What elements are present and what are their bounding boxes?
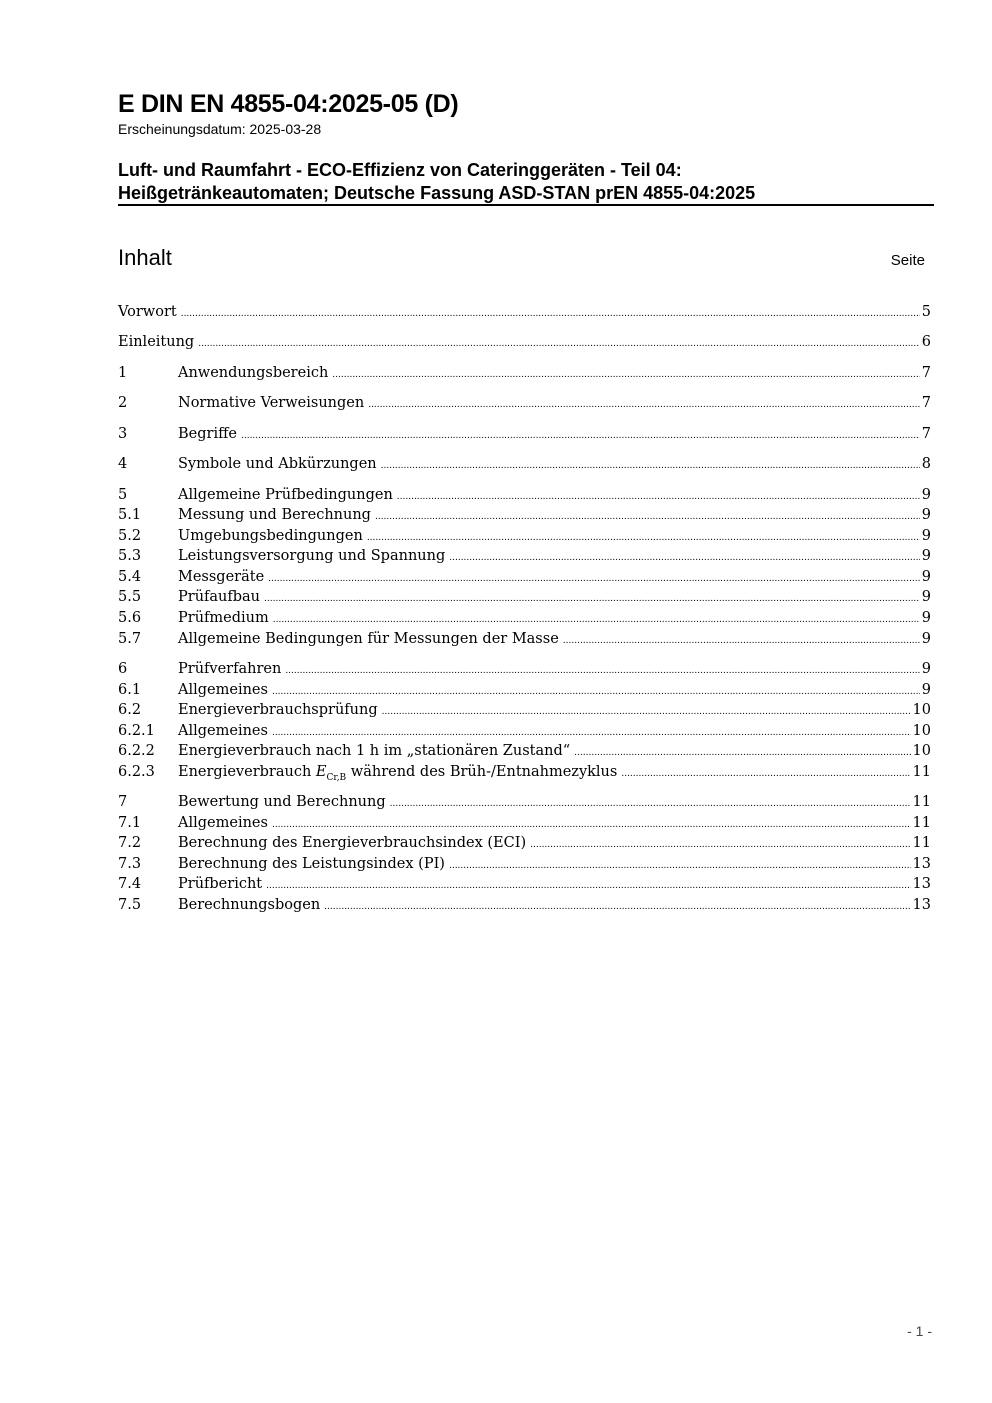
toc-entry-page: 11 — [912, 764, 931, 780]
toc-entry-einleitung[interactable] — [118, 332, 931, 352]
toc-entry-title: Anwendungsbereich — [178, 365, 329, 381]
toc-leader-dots — [530, 833, 910, 855]
publication-date: Erscheinungsdatum: 2025-03-28 — [118, 121, 322, 137]
toc-leader-dots — [375, 505, 920, 527]
toc-leader-dots — [273, 608, 920, 630]
toc-entry-number: 5.2 — [118, 528, 142, 544]
document-title-line-1: Luft- und Raumfahrt - ECO-Effizienz von Cateringgeräten - Teil 04: — [118, 160, 682, 180]
toc-entry-page: 9 — [921, 569, 931, 585]
toc-entry-page: 9 — [921, 610, 931, 626]
toc-entry-title: Allgemeine Bedingungen für Messungen der Masse — [178, 631, 559, 647]
toc-entry-3[interactable] — [118, 424, 931, 444]
toc-leader-dots — [390, 792, 911, 814]
toc-entry-number: 7.4 — [118, 876, 142, 892]
toc-entry-6-2-1[interactable] — [118, 721, 931, 741]
toc-leader-dots — [241, 424, 920, 446]
toc-entry-page: 7 — [921, 395, 931, 411]
toc-entry-page: 9 — [921, 631, 931, 647]
toc-entry-4[interactable] — [118, 454, 931, 474]
toc-entry-title: Leistungsversorgung und Spannung — [178, 548, 446, 564]
toc-leader-dots — [268, 567, 920, 589]
toc-leader-dots — [285, 659, 919, 681]
toc-entry-number: 6.2.1 — [118, 723, 155, 739]
toc-entry-title: Einleitung — [118, 334, 195, 350]
toc-entry-page: 11 — [912, 815, 931, 831]
toc-entry-6-2[interactable] — [118, 700, 931, 720]
toc-entry-title: Berechnung des Energieverbrauchsindex (ECI) — [178, 835, 527, 851]
toc-leader-dots — [198, 332, 920, 354]
toc-entry-number: 5.5 — [118, 589, 142, 605]
page-number: - 1 - — [907, 1323, 932, 1339]
document-title — [118, 159, 938, 205]
toc-entry-6-2-2[interactable] — [118, 741, 931, 761]
toc-leader-dots — [266, 874, 910, 896]
toc-entry-page: 7 — [921, 426, 931, 442]
toc-entry-5[interactable] — [118, 485, 931, 505]
toc-entry-page: 10 — [912, 702, 931, 718]
toc-entry-5-2[interactable] — [118, 526, 931, 546]
toc-entry-title: Messung und Berechnung — [178, 507, 371, 523]
toc-leader-dots — [368, 393, 920, 415]
toc-leader-dots — [181, 302, 920, 324]
toc-entry-title: Berechnungsbogen — [178, 897, 321, 913]
toc-leader-dots — [381, 454, 920, 476]
toc-entry-6[interactable] — [118, 659, 931, 679]
toc-page-column-label: Seite — [890, 252, 925, 269]
toc-entry-page: 9 — [921, 548, 931, 564]
toc-entry-7-5[interactable] — [118, 895, 931, 915]
toc-entry-page: 9 — [921, 589, 931, 605]
toc-leader-dots — [574, 741, 910, 763]
toc-entry-title: Symbole und Abkürzungen — [178, 456, 377, 472]
toc-entry-page: 13 — [912, 897, 931, 913]
toc-entry-number: 6.1 — [118, 682, 142, 698]
toc-entry-page: 11 — [912, 835, 931, 851]
toc-entry-5-4[interactable] — [118, 567, 931, 587]
toc-leader-dots — [449, 854, 911, 876]
toc-entry-title: Prüfmedium — [178, 610, 269, 626]
toc-leader-dots — [621, 762, 910, 784]
toc-entry-1[interactable] — [118, 363, 931, 383]
toc-entry-title-post: während des Brüh-/Entnahmezyklus — [346, 764, 618, 780]
title-divider — [118, 204, 934, 206]
toc-leader-dots — [382, 700, 911, 722]
toc-entry-title: Berechnung des Leistungsindex (PI) — [178, 856, 445, 872]
toc-leader-dots — [563, 629, 920, 651]
toc-entry-number: 6 — [118, 661, 128, 677]
toc-entry-title: Begriffe — [178, 426, 237, 442]
toc-entry-7-3[interactable] — [118, 854, 931, 874]
toc-entry-page: 9 — [921, 507, 931, 523]
toc-entry-number: 4 — [118, 456, 128, 472]
toc-entry-symbol-subscript: Cr,B — [326, 772, 347, 783]
toc-entry-title: Vorwort — [118, 304, 177, 320]
toc-entry-5-5[interactable] — [118, 587, 931, 607]
toc-entry-title: Messgeräte — [178, 569, 265, 585]
toc-entry-page: 13 — [912, 876, 931, 892]
toc-entry-title: Bewertung und Berechnung — [178, 794, 386, 810]
toc-entry-page: 9 — [921, 661, 931, 677]
toc-entry-number: 3 — [118, 426, 128, 442]
toc-entry-6-1[interactable] — [118, 680, 931, 700]
toc-entry-title: Prüfaufbau — [178, 589, 261, 605]
toc-entry-number: 1 — [118, 365, 128, 381]
toc-entry-page: 9 — [921, 487, 931, 503]
toc-entry-page: 8 — [921, 456, 931, 472]
toc-entry-title: Energieverbrauchsprüfung — [178, 702, 378, 718]
toc-entry-page: 11 — [912, 794, 931, 810]
toc-entry-page: 10 — [912, 743, 931, 759]
toc-leader-dots — [264, 587, 920, 609]
toc-entry-page: 9 — [921, 682, 931, 698]
toc-entry-7-1[interactable] — [118, 813, 931, 833]
toc-entry-title: Normative Verweisungen — [178, 395, 365, 411]
toc-leader-dots — [272, 680, 920, 702]
toc-leader-dots — [272, 721, 911, 743]
toc-entry-5-6[interactable] — [118, 608, 931, 628]
toc-leader-dots — [272, 813, 911, 835]
toc-entry-number: 7 — [118, 794, 128, 810]
toc-entry-number: 7.1 — [118, 815, 142, 831]
toc-entry-page: 7 — [921, 365, 931, 381]
toc-entry-number: 5.3 — [118, 548, 142, 564]
toc-entry-title-pre: Energieverbrauch — [178, 764, 316, 780]
toc-leader-dots — [332, 363, 919, 385]
toc-entry-number: 5.1 — [118, 507, 142, 523]
toc-entry-5-1[interactable] — [118, 505, 931, 525]
toc-leader-dots — [324, 895, 910, 917]
toc-entry-7-4[interactable] — [118, 874, 931, 894]
toc-heading: Inhalt — [118, 245, 172, 270]
toc-entry-page: 10 — [912, 723, 931, 739]
toc-leader-dots — [367, 526, 920, 548]
document-id: E DIN EN 4855-04:2025-05 (D) — [118, 90, 459, 118]
toc-entry-2[interactable] — [118, 393, 931, 413]
toc-entry-number: 6.2.3 — [118, 764, 155, 780]
toc-entry-vorwort[interactable] — [118, 302, 931, 322]
toc-entry-symbol: E — [315, 764, 327, 780]
toc-entry-page: 13 — [912, 856, 931, 872]
toc-entry-title: Allgemeines — [178, 682, 268, 698]
toc-entry-7-2[interactable] — [118, 833, 931, 853]
toc-entry-number: 6.2 — [118, 702, 142, 718]
toc-entry-number: 5 — [118, 487, 128, 503]
toc-entry-number: 5.4 — [118, 569, 142, 585]
toc-entry-title: Energieverbrauch nach 1 h im „stationären Zustand“ — [178, 743, 571, 759]
toc-entry-title: Allgemeines — [178, 723, 268, 739]
toc-entry-number: 6.2.2 — [118, 743, 155, 759]
toc-entry-title: Allgemeine Prüfbedingungen — [178, 487, 393, 503]
toc-entry-title: Umgebungsbedingungen — [178, 528, 363, 544]
document-title-line-2: Heißgetränkeautomaten; Deutsche Fassung ASD-STAN prEN 4855-04:2025 — [118, 183, 756, 203]
toc-entry-title: Allgemeines — [178, 815, 268, 831]
toc-entry-page: 6 — [921, 334, 931, 350]
toc-entry-6-2-3[interactable] — [118, 762, 931, 782]
toc-entry-title: Prüfbericht — [178, 876, 263, 892]
toc-entry-5-3[interactable] — [118, 546, 931, 566]
toc-entry-title: Prüfverfahren — [178, 661, 282, 677]
toc-entry-number: 5.7 — [118, 631, 142, 647]
toc-entry-title — [178, 762, 619, 788]
toc-leader-dots — [449, 546, 920, 568]
toc-entry-number: 5.6 — [118, 610, 142, 626]
toc-entry-page: 9 — [921, 528, 931, 544]
toc-entry-number: 2 — [118, 395, 128, 411]
toc-entry-number: 7.3 — [118, 856, 142, 872]
toc-entry-5-7[interactable] — [118, 629, 931, 649]
toc-entry-7[interactable] — [118, 792, 931, 812]
toc-entry-number: 7.5 — [118, 897, 142, 913]
toc-entry-number: 7.2 — [118, 835, 142, 851]
toc-entry-page: 5 — [921, 304, 931, 320]
toc-leader-dots — [397, 485, 920, 507]
